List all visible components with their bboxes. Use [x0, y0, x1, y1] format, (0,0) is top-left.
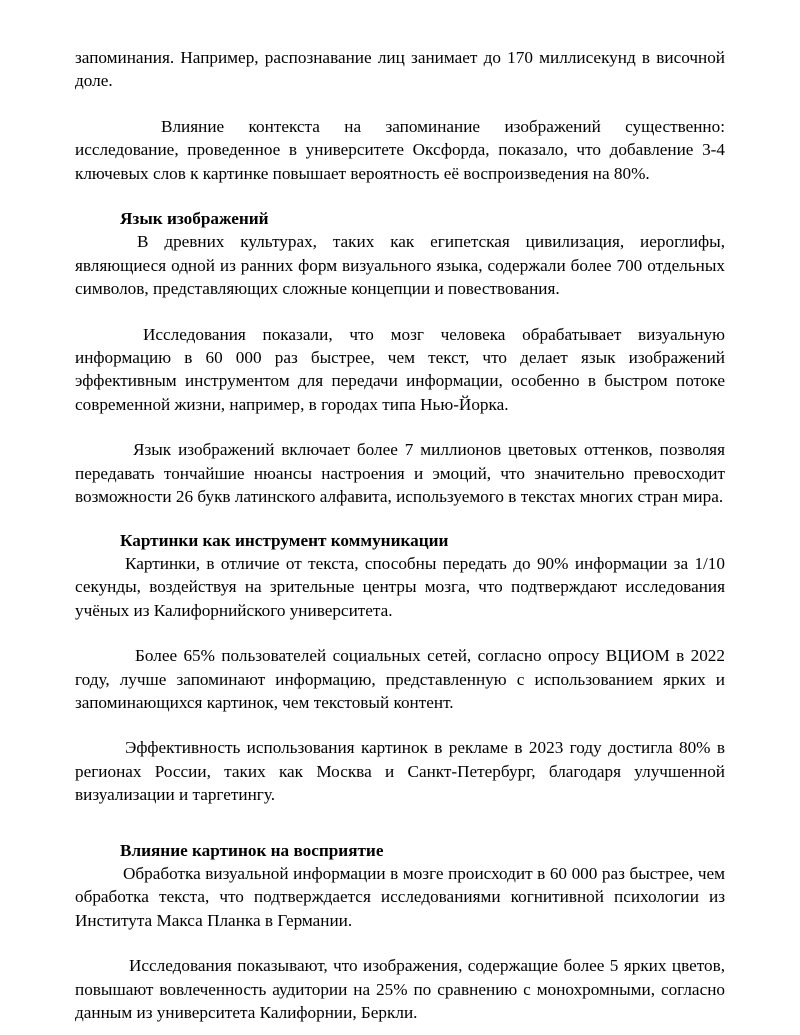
paragraph: Исследования показали, что мозг человека обрабатывает визуальную информацию в 60 000 раз быстрее, чем текст, что делает язык изображений эффективным инструментом для передачи информации, особенно в быстром потоке современной жизни, например, в городах типа Нью-Йорка. [75, 324, 725, 414]
paragraph: Исследования показывают, что изображения, содержащие более 5 ярких цветов, повышают вовлеченность аудитории на 25% по сравнению с монохромными, согласно данным из университета Калифорнии, Беркли. [75, 956, 725, 1022]
paragraph: Более 65% пользователей социальных сетей, согласно опросу ВЦИОМ в 2022 году, лучше запоминают информацию, представленную с использованием ярких и запоминающихся картинок, чем текстовый контент. [75, 646, 725, 712]
section-heading: Влияние картинок на восприятие [120, 840, 384, 860]
document-body [75, 46, 725, 1024]
paragraph: Язык изображений включает более 7 миллионов цветовых оттенков, позволяя передавать тончайшие нюансы настроения и эмоций, что значительно превосходит возможности 26 букв латинского алфавита, используемого в текстах многих стран мира. [75, 440, 725, 507]
paragraph: В древних культурах, таких как египетская цивилизация, иероглифы, являющиеся одной из ранних форм визуального языка, содержали более 700 отдельных символов, представляющих сложные концепции и повествования. [75, 232, 725, 299]
paragraph: Эффективность использования картинок в рекламе в 2023 году достигла 80% в регионах России, таких как Москва и Санкт-Петербург, благодаря улучшенной визуализации и таргетингу. [75, 738, 725, 805]
section-heading: Картинки как инструмент коммуникации [120, 530, 449, 550]
paragraph: Картинки, в отличие от текста, способны передать до 90% информации за 1/10 секунды, воздействуя на зрительные центры мозга, что подтверждают исследования учёных из Калифорнийского университета. [75, 553, 725, 620]
section-heading: Язык изображений [120, 209, 269, 229]
paragraph: запоминания. Например, распознавание лиц занимает до 170 миллисекунд в височной доле. [75, 48, 725, 91]
paragraph: Влияние контекста на запоминание изображений существенно: исследование, проведенное в университете Оксфорда, показало, что добавление 3-4 ключевых слов к картинке повышает вероятность её воспроизведения на 80%. [75, 116, 725, 183]
paragraph: Обработка визуальной информации в мозге происходит в 60 000 раз быстрее, чем обработка текста, что подтверждается исследованиями когнитивной психологии из Института Макса Планка в Германии. [75, 863, 725, 930]
